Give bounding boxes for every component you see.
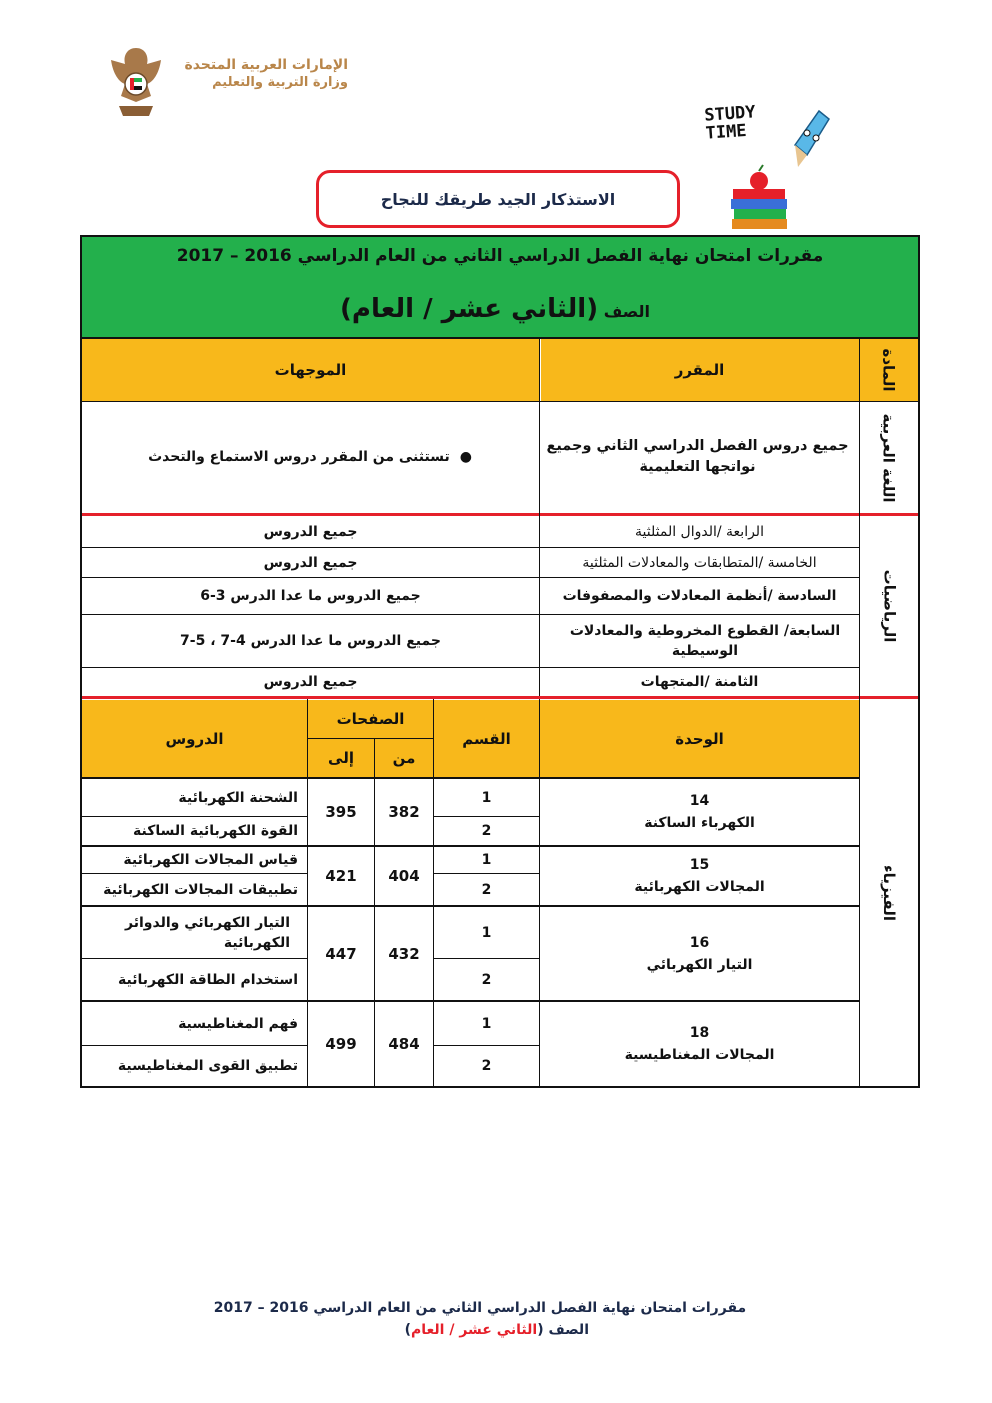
unit-name: الكهرباء الساكنة [644, 815, 755, 831]
math-unit: الرابعة /الدوال المثلثية [635, 523, 764, 540]
page-to: 447 [325, 944, 357, 963]
unit-number: 15 [689, 857, 710, 873]
unit-name: التيار الكهربائي [646, 956, 753, 973]
math-unit: الثامنة /المتجهات [640, 674, 759, 690]
col-lessons: الدروس [165, 729, 224, 748]
col-to: إلى [328, 749, 354, 767]
physics-unit [540, 907, 859, 1000]
unit-number: 16 [689, 934, 710, 951]
math-guide: جميع الدروس ما عدا الدرس 3-6 [200, 588, 421, 604]
unit-name: المجالات المغناطيسية [624, 1047, 775, 1063]
ministry-title: وزارة التربية والتعليم [212, 75, 348, 90]
section-number: 2 [481, 1058, 492, 1074]
col-curriculum: المقرر [674, 360, 725, 379]
title-line: مقررات امتحان نهاية الفصل الدراسي الثاني من العام الدراسي 2016 – 2017 [176, 246, 824, 266]
page-to: 499 [325, 1035, 357, 1053]
col-subject: المادة [879, 347, 898, 392]
col-section: القسم [462, 729, 511, 748]
bullet: ● [459, 449, 472, 465]
col-from: من [392, 749, 416, 767]
lesson: فهم المغناطيسية [178, 1015, 298, 1032]
section-number: 2 [481, 823, 492, 839]
math-guide: جميع الدروس [263, 523, 358, 540]
arabic-guidance: ● تستثنى من المقرر دروس الاستماع والتحدث [148, 449, 472, 465]
lesson: الشحنة الكهربائية [178, 789, 298, 806]
footer-title: مقررات امتحان نهاية الفصل الدراسي الثاني من العام الدراسي 2016 – 2017 [213, 1300, 747, 1316]
grade-value: (الثاني عشر / العام) [340, 294, 599, 324]
section-divider [82, 696, 918, 699]
col-pages: الصفحات [336, 710, 405, 728]
page-from: 404 [388, 867, 420, 885]
math-guide: جميع الدروس [263, 554, 358, 571]
grade-label: الصف [603, 302, 650, 321]
subject-math: الرياضيات [880, 569, 899, 643]
country-name: الإمارات العربية المتحدة [184, 57, 348, 73]
footer-grade-label: الصف [548, 1322, 589, 1338]
lesson: تطبيقات المجالات الكهربائية [103, 881, 298, 898]
uae-emblem [105, 44, 167, 120]
page-to: 395 [325, 803, 357, 821]
section-number: 1 [481, 924, 492, 941]
lesson: التيار الكهربائي والدوائر الكهربائية [125, 914, 290, 951]
math-unit: السادسة /أنظمة المعادلات والمصفوفات [562, 588, 837, 604]
study-time-text: STUDY TIME [703, 102, 757, 144]
footer-grade-value: الثاني عشر / العام [411, 1322, 538, 1338]
subject-arabic: اللغة العربية [880, 412, 899, 503]
unit-name: المجالات الكهربائية [634, 879, 765, 895]
arabic-curriculum: جميع دروس الفصل الدراسي الثاني وجميع نواتجها التعليمية [546, 438, 849, 475]
study-time-clipart [703, 102, 838, 235]
math-unit: السابعة/ القطوع المخروطية والمعادلات الوسيطية [569, 623, 841, 659]
section-number: 2 [481, 971, 492, 988]
math-guide: جميع الدروس ما عدا الدرس 4-7 ، 5-7 [180, 633, 441, 649]
motto-box: الاستذكار الجيد طريقك للنجاح [316, 170, 680, 228]
page-to: 421 [325, 867, 357, 885]
lesson: قياس المجالات الكهربائية [123, 852, 298, 868]
lesson: القوة الكهربائية الساكنة [133, 823, 298, 839]
col-guidance: الموجهات [274, 360, 347, 379]
col-unit: الوحدة [675, 729, 724, 748]
math-guide: جميع الدروس [263, 674, 358, 690]
page-from: 432 [388, 944, 420, 963]
math-unit: الخامسة /المتطابقات والمعادلات المثلثية [582, 554, 817, 571]
section-number: 2 [481, 881, 492, 898]
subject-physics: الفيزياء [880, 864, 898, 921]
page-from: 382 [388, 803, 420, 821]
section-number: 1 [481, 789, 492, 806]
footer-grade: الصف (الثاني عشر / العام) [404, 1322, 589, 1338]
physics-unit [540, 1002, 859, 1086]
unit-number: 14 [689, 793, 710, 809]
lesson: تطبيق القوى المغناطيسية [117, 1058, 298, 1074]
section-number: 1 [481, 852, 492, 868]
page-from: 484 [388, 1035, 420, 1053]
unit-number: 18 [689, 1025, 710, 1041]
lesson: استخدام الطاقة الكهربائية [118, 971, 298, 988]
physics-unit [540, 779, 859, 845]
section-number: 1 [481, 1015, 492, 1032]
ministry-name [178, 56, 348, 92]
physics-unit [540, 847, 859, 905]
